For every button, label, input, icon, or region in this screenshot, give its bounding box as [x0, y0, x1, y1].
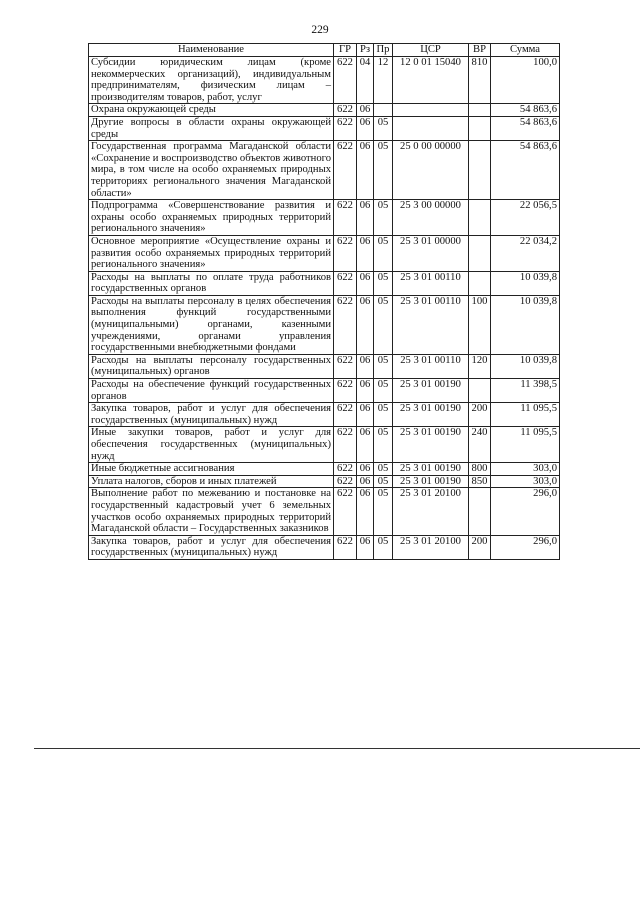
row-name: Государственная программа Магаданской области «Сохранение и воспроизводство объектов животного мира, в том числе на особо охраняемых природных территориях регионального значения Магаданской области»	[89, 141, 334, 200]
column-header-vr: ВР	[469, 44, 491, 57]
row-rz: 06	[357, 488, 374, 535]
row-sum: 303,0	[491, 475, 560, 488]
row-name: Закупка товаров, работ и услуг для обеспечения государственных (муниципальных) нужд	[89, 535, 334, 559]
table-row	[89, 104, 560, 117]
row-vr	[469, 235, 491, 271]
row-rz: 06	[357, 475, 374, 488]
row-rz: 06	[357, 354, 374, 378]
table-row	[89, 475, 560, 488]
row-sum: 54 863,6	[491, 116, 560, 140]
row-rz: 06	[357, 427, 374, 463]
row-vr	[469, 116, 491, 140]
table-row	[89, 295, 560, 354]
row-name: Иные бюджетные ассигнования	[89, 463, 334, 476]
row-name: Выполнение работ по межеванию и постановке на государственный кадастровый учет 6 земельных участков особо охраняемых природных территорий Магаданской области – Государственных заказников	[89, 488, 334, 535]
row-gr: 622	[334, 535, 357, 559]
row-pr: 05	[374, 116, 393, 140]
row-name: Основное мероприятие «Осуществление охраны и развития особо охраняемых природных территорий регионального значения»	[89, 235, 334, 271]
column-header-rz: Рз	[357, 44, 374, 57]
row-rz: 06	[357, 200, 374, 236]
row-rz: 04	[357, 57, 374, 104]
row-pr: 05	[374, 235, 393, 271]
row-pr: 05	[374, 141, 393, 200]
row-rz: 06	[357, 403, 374, 427]
row-pr: 05	[374, 379, 393, 403]
row-csr: 25 3 01 00190	[393, 463, 469, 476]
row-pr	[374, 104, 393, 117]
row-vr: 120	[469, 354, 491, 378]
table-row	[89, 403, 560, 427]
row-sum: 11 095,5	[491, 403, 560, 427]
row-csr	[393, 116, 469, 140]
row-pr: 05	[374, 200, 393, 236]
row-csr: 12 0 01 15040	[393, 57, 469, 104]
row-name: Подпрограмма «Совершенствование развития и охраны особо охраняемых природных территорий регионального значения»	[89, 200, 334, 236]
row-csr: 25 3 01 20100	[393, 535, 469, 559]
row-rz: 06	[357, 235, 374, 271]
row-sum: 11 398,5	[491, 379, 560, 403]
row-sum: 296,0	[491, 535, 560, 559]
row-gr: 622	[334, 427, 357, 463]
row-rz: 06	[357, 379, 374, 403]
table-row	[89, 488, 560, 535]
row-name: Охрана окружающей среды	[89, 104, 334, 117]
table-row	[89, 535, 560, 559]
row-vr	[469, 141, 491, 200]
table-header-row	[89, 44, 560, 57]
row-gr: 622	[334, 116, 357, 140]
row-name: Расходы на выплаты персоналу государственных (муниципальных) органов	[89, 354, 334, 378]
column-header-csr: ЦСР	[393, 44, 469, 57]
table-row	[89, 463, 560, 476]
table-row	[89, 354, 560, 378]
row-sum: 54 863,6	[491, 141, 560, 200]
row-vr	[469, 104, 491, 117]
row-name: Другие вопросы в области охраны окружающей среды	[89, 116, 334, 140]
row-sum: 10 039,8	[491, 295, 560, 354]
row-pr: 05	[374, 475, 393, 488]
row-sum: 54 863,6	[491, 104, 560, 117]
row-vr	[469, 200, 491, 236]
row-csr: 25 3 01 00190	[393, 403, 469, 427]
row-pr: 05	[374, 427, 393, 463]
table-row	[89, 235, 560, 271]
row-csr	[393, 104, 469, 117]
row-sum: 303,0	[491, 463, 560, 476]
row-vr	[469, 271, 491, 295]
row-pr: 05	[374, 463, 393, 476]
column-header-name: Наименование	[89, 44, 334, 57]
page-number: 229	[311, 24, 329, 36]
row-sum: 10 039,8	[491, 271, 560, 295]
row-gr: 622	[334, 379, 357, 403]
row-rz: 06	[357, 535, 374, 559]
row-rz: 06	[357, 141, 374, 200]
row-name: Закупка товаров, работ и услуг для обеспечения государственных (муниципальных) нужд	[89, 403, 334, 427]
row-csr: 25 3 01 20100	[393, 488, 469, 535]
budget-table	[88, 43, 560, 560]
row-name: Расходы на обеспечение функций государственных органов	[89, 379, 334, 403]
row-sum: 10 039,8	[491, 354, 560, 378]
row-gr: 622	[334, 354, 357, 378]
row-sum: 22 056,5	[491, 200, 560, 236]
row-csr: 25 0 00 00000	[393, 141, 469, 200]
row-gr: 622	[334, 403, 357, 427]
row-csr: 25 3 00 00000	[393, 200, 469, 236]
row-rz: 06	[357, 295, 374, 354]
row-gr: 622	[334, 463, 357, 476]
row-gr: 622	[334, 104, 357, 117]
row-rz: 06	[357, 271, 374, 295]
row-name: Расходы на выплаты по оплате труда работников государственных органов	[89, 271, 334, 295]
row-csr: 25 3 01 00110	[393, 295, 469, 354]
page-divider-line	[34, 748, 640, 749]
row-sum: 22 034,2	[491, 235, 560, 271]
row-vr: 200	[469, 535, 491, 559]
row-pr: 05	[374, 535, 393, 559]
row-csr: 25 3 01 00000	[393, 235, 469, 271]
row-gr: 622	[334, 141, 357, 200]
row-pr: 05	[374, 271, 393, 295]
row-gr: 622	[334, 295, 357, 354]
row-gr: 622	[334, 271, 357, 295]
row-vr	[469, 379, 491, 403]
column-header-sum: Сумма	[491, 44, 560, 57]
column-header-gr: ГР	[334, 44, 357, 57]
row-csr: 25 3 01 00190	[393, 427, 469, 463]
row-csr: 25 3 01 00110	[393, 271, 469, 295]
row-gr: 622	[334, 488, 357, 535]
row-pr: 05	[374, 295, 393, 354]
table-row	[89, 379, 560, 403]
column-header-pr: Пр	[374, 44, 393, 57]
row-vr: 850	[469, 475, 491, 488]
row-pr: 05	[374, 488, 393, 535]
table-row	[89, 200, 560, 236]
table-row	[89, 141, 560, 200]
row-pr: 05	[374, 354, 393, 378]
row-rz: 06	[357, 463, 374, 476]
row-csr: 25 3 01 00190	[393, 379, 469, 403]
row-vr: 100	[469, 295, 491, 354]
row-name: Субсидии юридическим лицам (кроме некоммерческих организаций), индивидуальным предпринимателям, физическим лицам – производителям товаров, работ, услуг	[89, 57, 334, 104]
row-csr: 25 3 01 00110	[393, 354, 469, 378]
row-gr: 622	[334, 57, 357, 104]
row-name: Уплата налогов, сборов и иных платежей	[89, 475, 334, 488]
table-row	[89, 116, 560, 140]
row-vr	[469, 488, 491, 535]
row-pr: 05	[374, 403, 393, 427]
table-row	[89, 271, 560, 295]
row-vr: 800	[469, 463, 491, 476]
row-sum: 11 095,5	[491, 427, 560, 463]
row-vr: 810	[469, 57, 491, 104]
row-gr: 622	[334, 235, 357, 271]
row-vr: 200	[469, 403, 491, 427]
table-row	[89, 57, 560, 104]
row-vr: 240	[469, 427, 491, 463]
table-row	[89, 427, 560, 463]
row-rz: 06	[357, 104, 374, 117]
row-name: Расходы на выплаты персоналу в целях обеспечения выполнения функций государственными (муниципальными) органами, казенными учреждениями, органами управления государственными внебюджетными фондами	[89, 295, 334, 354]
row-pr: 12	[374, 57, 393, 104]
row-gr: 622	[334, 475, 357, 488]
row-csr: 25 3 01 00190	[393, 475, 469, 488]
row-rz: 06	[357, 116, 374, 140]
row-name: Иные закупки товаров, работ и услуг для обеспечения государственных (муниципальных) нужд	[89, 427, 334, 463]
row-sum: 100,0	[491, 57, 560, 104]
row-gr: 622	[334, 200, 357, 236]
row-sum: 296,0	[491, 488, 560, 535]
